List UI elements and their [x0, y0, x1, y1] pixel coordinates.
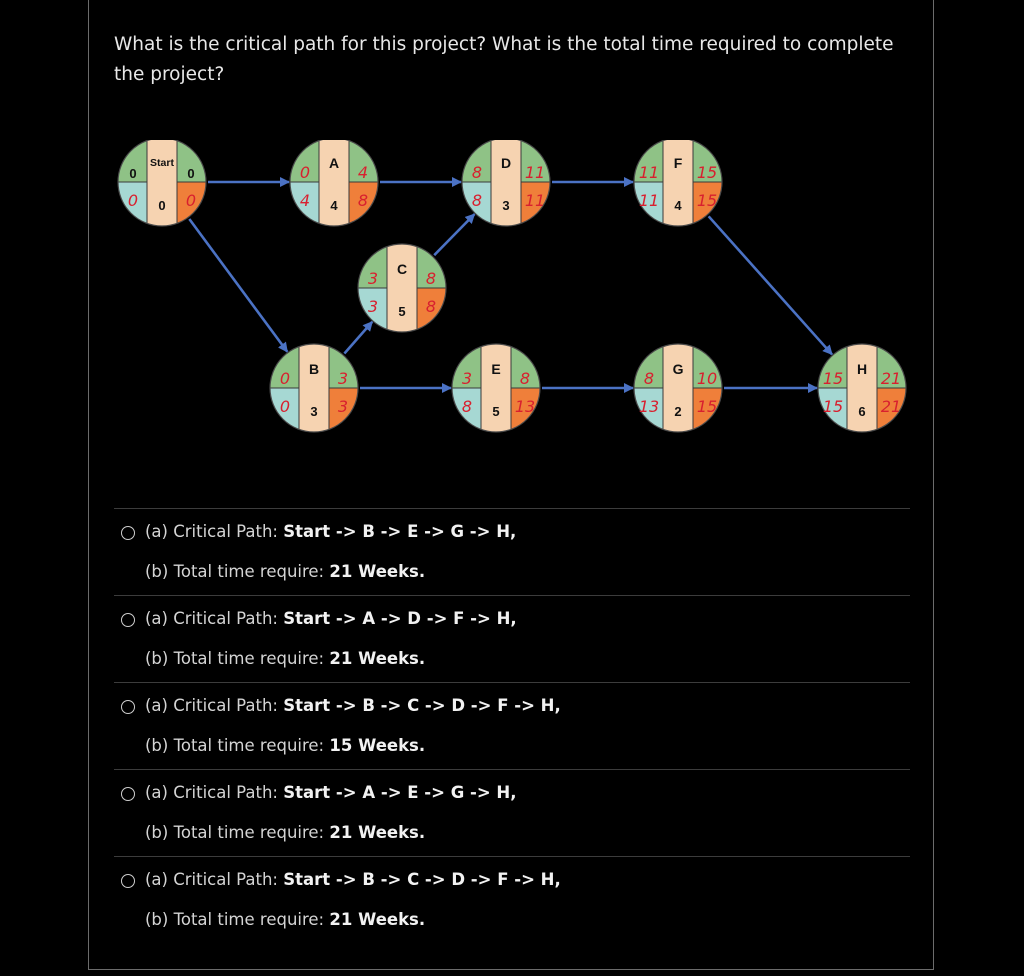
node-lf: 15 — [696, 191, 718, 210]
node-lf: 15 — [696, 397, 718, 416]
node-label: C — [396, 261, 408, 277]
node-ls: 0 — [127, 191, 139, 210]
critical-path-value: Start -> B -> C -> D -> F -> H, — [283, 696, 561, 715]
node-a — [290, 140, 378, 226]
node-label: F — [673, 155, 683, 171]
node-duration: 5 — [398, 304, 406, 319]
node-h — [818, 344, 906, 432]
critical-path-value: Start -> A -> E -> G -> H, — [283, 783, 517, 802]
node-es: 0 — [129, 166, 137, 181]
node-label: D — [500, 155, 512, 171]
option-1[interactable] — [114, 508, 910, 595]
option-total-time — [145, 647, 425, 671]
node-es: 3 — [367, 269, 379, 288]
radio-button[interactable] — [121, 526, 135, 540]
node-e — [452, 344, 540, 432]
node-lf: 8 — [425, 297, 437, 316]
node-g — [634, 344, 722, 432]
radio-button[interactable] — [121, 874, 135, 888]
option-critical-path — [145, 694, 561, 718]
node-duration: 3 — [502, 198, 510, 213]
node-duration: 5 — [492, 404, 500, 419]
node-ls: 13 — [638, 397, 660, 416]
node-label: G — [672, 361, 684, 377]
node-ls: 0 — [279, 397, 291, 416]
node-es: 3 — [461, 369, 473, 388]
node-label: B — [308, 361, 320, 377]
option-critical-path — [145, 520, 516, 544]
node-ef: 3 — [337, 369, 349, 388]
node-lf: 11 — [524, 191, 546, 210]
node-es: 11 — [638, 163, 660, 182]
question-text: What is the critical path for this project? What is the total time required to complete the project? — [114, 34, 894, 85]
node-d — [462, 140, 550, 226]
node-ef: 21 — [880, 369, 902, 388]
critical-path-value: Start -> A -> D -> F -> H, — [283, 609, 517, 628]
node-ls: 15 — [822, 397, 844, 416]
node-es: 0 — [299, 163, 311, 182]
critical-path-value: Start -> B -> E -> G -> H, — [283, 522, 517, 541]
node-es: 0 — [279, 369, 291, 388]
radio-button[interactable] — [121, 787, 135, 801]
node-ls: 3 — [367, 297, 379, 316]
node-c — [358, 244, 446, 332]
node-lf: 0 — [185, 191, 197, 210]
total-time-value: 15 Weeks. — [329, 736, 426, 755]
node-ls: 8 — [461, 397, 473, 416]
node-duration: 4 — [674, 198, 682, 213]
edge-arrow-f-h — [709, 216, 832, 354]
node-duration: 6 — [858, 404, 866, 419]
node-es: 15 — [822, 369, 844, 388]
option-total-time — [145, 734, 425, 758]
total-time-value: 21 Weeks. — [329, 562, 426, 581]
node-lf: 21 — [880, 397, 902, 416]
node-es: 8 — [643, 369, 655, 388]
total-time-label: (b) Total time require: — [145, 649, 325, 668]
node-ef: 4 — [357, 163, 369, 182]
node-lf: 13 — [514, 397, 536, 416]
radio-button[interactable] — [121, 613, 135, 627]
critical-path-label: (a) Critical Path: — [145, 609, 278, 628]
network-diagram — [100, 140, 920, 470]
option-4[interactable] — [114, 769, 910, 856]
total-time-label: (b) Total time require: — [145, 823, 325, 842]
total-time-value: 21 Weeks. — [329, 649, 426, 668]
node-b — [270, 344, 358, 432]
node-ef: 8 — [425, 269, 437, 288]
option-critical-path — [145, 781, 517, 805]
node-start — [118, 140, 206, 226]
critical-path-label: (a) Critical Path: — [145, 783, 278, 802]
node-label: H — [856, 361, 868, 377]
total-time-value: 21 Weeks. — [329, 823, 426, 842]
node-ef: 15 — [696, 163, 718, 182]
option-total-time — [145, 821, 425, 845]
edge-arrow-start-b — [189, 219, 287, 352]
total-time-value: 21 Weeks. — [329, 910, 426, 929]
total-time-label: (b) Total time require: — [145, 736, 325, 755]
critical-path-label: (a) Critical Path: — [145, 522, 278, 541]
option-critical-path — [145, 868, 561, 892]
edge-arrow-c-d — [434, 214, 474, 255]
critical-path-label: (a) Critical Path: — [145, 870, 278, 889]
node-ls: 8 — [471, 191, 483, 210]
node-duration: 3 — [310, 404, 318, 419]
node-lf: 3 — [337, 397, 349, 416]
option-3[interactable] — [114, 682, 910, 769]
node-f — [634, 140, 722, 226]
node-label: E — [491, 361, 501, 377]
node-label: Start — [150, 157, 174, 169]
node-label: A — [328, 155, 340, 171]
option-2[interactable] — [114, 595, 910, 682]
total-time-label: (b) Total time require: — [145, 910, 325, 929]
node-duration: 2 — [674, 404, 682, 419]
edge-arrow-b-c — [344, 322, 372, 354]
option-total-time — [145, 908, 425, 932]
node-ef: 10 — [696, 369, 718, 388]
node-ef: 8 — [519, 369, 531, 388]
node-ef: 0 — [187, 166, 195, 181]
node-duration: 4 — [330, 198, 338, 213]
critical-path-value: Start -> B -> C -> D -> F -> H, — [283, 870, 561, 889]
critical-path-label: (a) Critical Path: — [145, 696, 278, 715]
node-duration: 0 — [158, 198, 166, 213]
answer-options — [114, 508, 910, 943]
node-lf: 8 — [357, 191, 369, 210]
node-ls: 11 — [638, 191, 660, 210]
option-critical-path — [145, 607, 517, 631]
option-total-time — [145, 560, 425, 584]
node-ls: 4 — [299, 191, 311, 210]
total-time-label: (b) Total time require: — [145, 562, 325, 581]
option-5[interactable] — [114, 856, 910, 943]
node-ef: 11 — [524, 163, 546, 182]
radio-button[interactable] — [121, 700, 135, 714]
node-es: 8 — [471, 163, 483, 182]
